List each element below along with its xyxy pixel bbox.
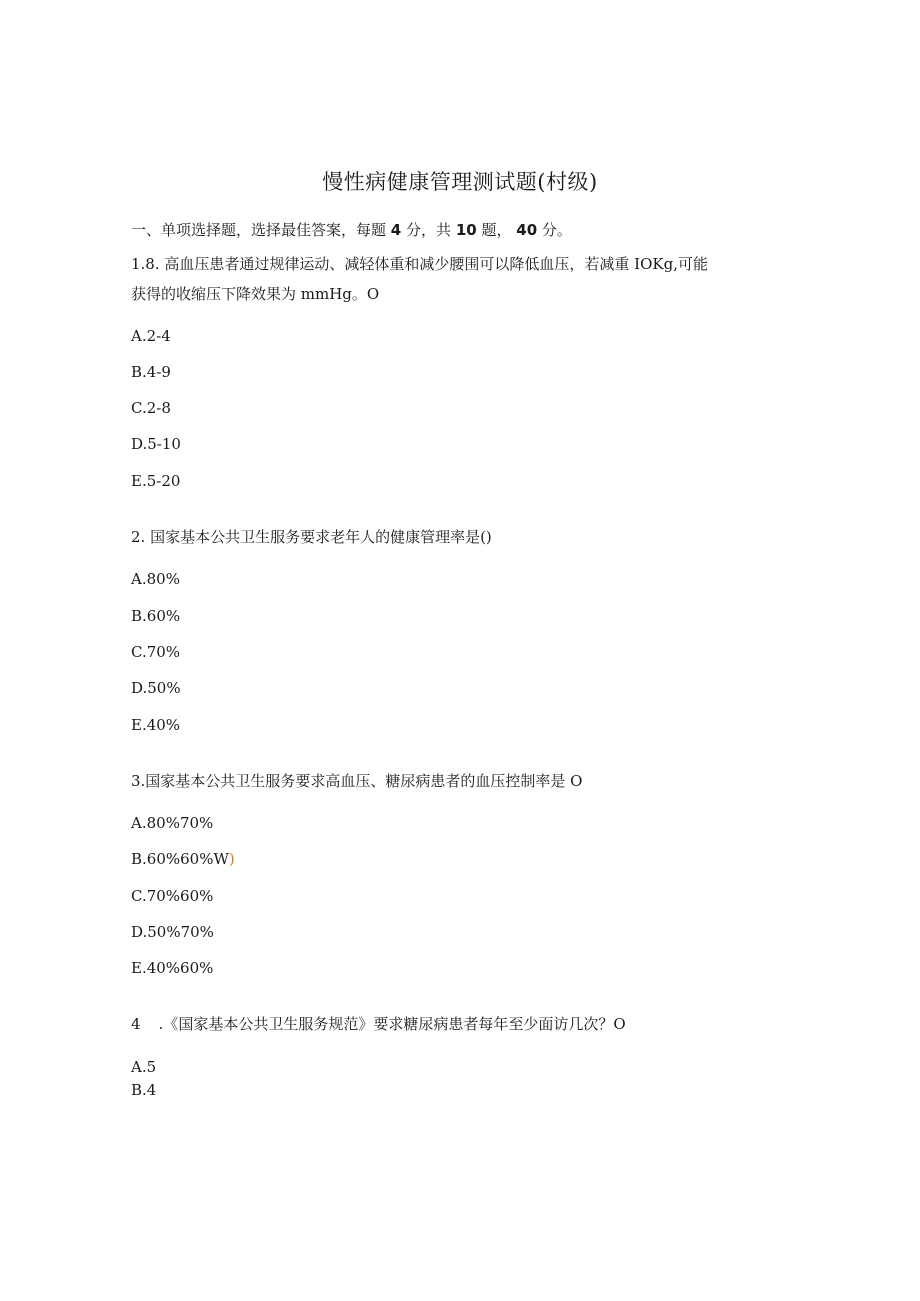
q2-option-c: C.70% <box>131 643 181 661</box>
section-count: 10 <box>455 221 477 239</box>
q4-text: .《国家基本公共卫生服务规范》要求糖尿病患者每年至少面访几次？O <box>158 1015 626 1033</box>
q2-option-e: E.40% <box>131 716 181 734</box>
q2-option-b: B.60% <box>131 607 181 625</box>
section-mid2: 题， <box>481 221 512 239</box>
q1-option-c: C.2-8 <box>131 399 171 417</box>
section-total: 40 <box>516 221 538 239</box>
q4-number: 4 <box>131 1015 141 1033</box>
q1-option-b: B.4-9 <box>131 363 171 381</box>
section-mid1: 分，共 <box>406 221 452 239</box>
q3-option-e: E.40%60% <box>131 959 214 977</box>
q3-option-b <box>131 849 235 869</box>
q3-option-d: D.50%70% <box>131 923 214 941</box>
q3-option-b-mark: ) <box>228 850 235 868</box>
q1-option-e: E.5-20 <box>131 472 181 490</box>
section-prefix: 一、单项选择题，选择最佳答案，每题 <box>131 221 387 239</box>
q1-option-a: A.2-4 <box>131 327 171 345</box>
q3-option-c: C.70%60% <box>131 887 214 905</box>
q4-line <box>131 1014 626 1034</box>
q4-option-b: B.4 <box>131 1081 157 1099</box>
q2-option-d: D.50% <box>131 679 181 697</box>
section-suffix: 分。 <box>541 221 572 239</box>
q4-option-a: A.5 <box>131 1058 157 1076</box>
q3-option-b-text: B.60%60%W <box>131 850 229 868</box>
section-points: 4 <box>390 221 402 239</box>
q1-text-line2: 获得的收缩压下降效果为 mmHg。O <box>131 285 380 303</box>
q3-text: 3.国家基本公共卫生服务要求高血压、糖尿病患者的血压控制率是 O <box>131 772 583 790</box>
q2-option-a: A.80% <box>131 570 180 588</box>
page-title: 慢性病健康管理测试题(村级) <box>322 170 598 194</box>
q3-option-a: A.80%70% <box>131 814 214 832</box>
q1-text-line1: 1.8. 高血压患者通过规律运动、减轻体重和减少腰围可以降低血压，若减重 IOKg,可能 <box>131 255 708 273</box>
q2-text: 2. 国家基本公共卫生服务要求老年人的健康管理率是() <box>131 528 492 546</box>
q1-option-d: D.5-10 <box>131 435 181 453</box>
section-instructions <box>131 220 572 240</box>
